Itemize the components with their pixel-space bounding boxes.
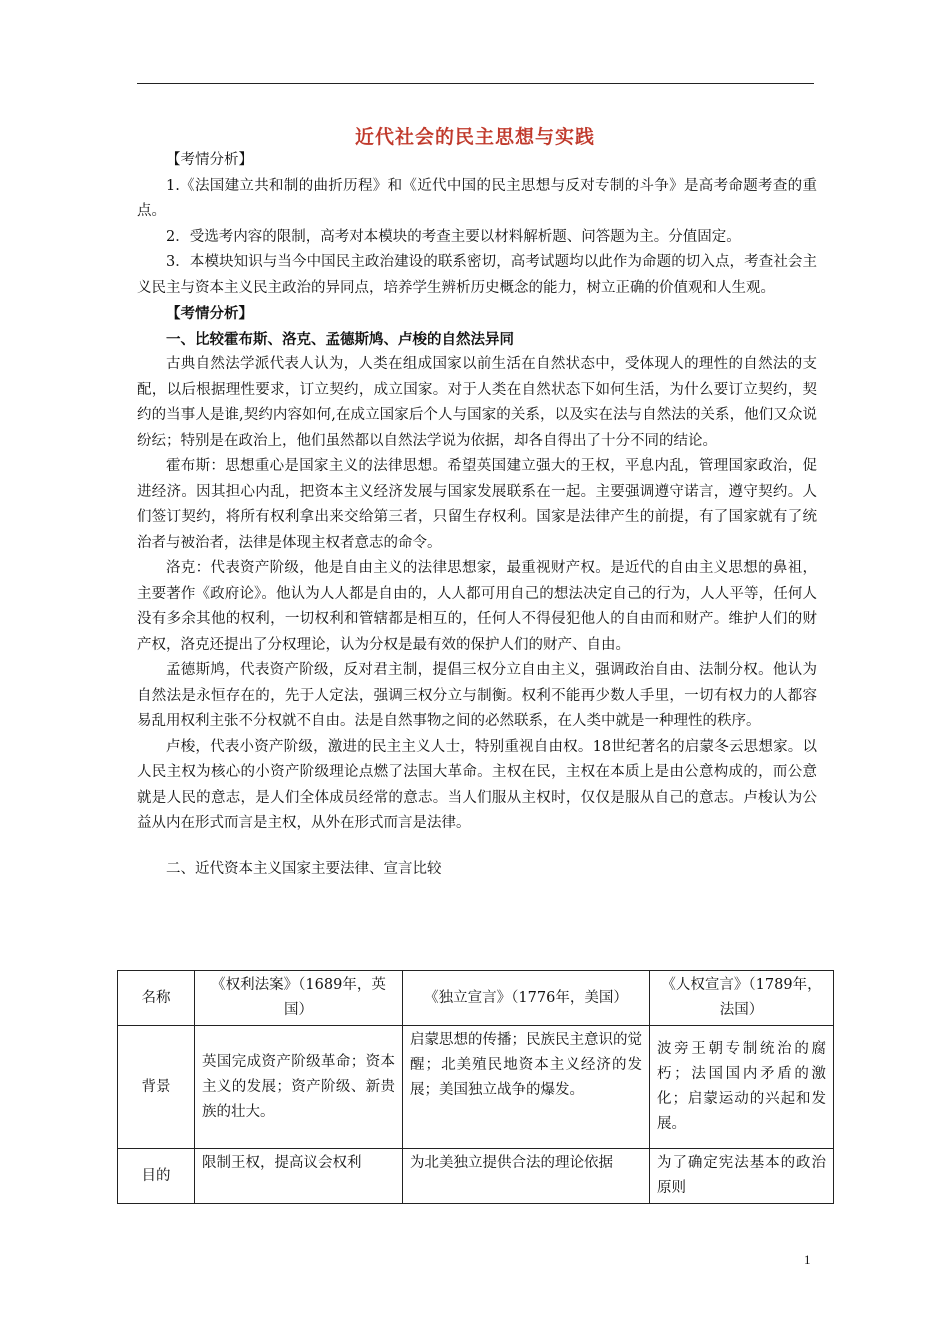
heading-natural-law-comparison: 一、比较霍布斯、洛克、孟德斯鸠、卢梭的自然法异同 xyxy=(166,330,514,348)
analysis-point-1: 1.《法国建立共和制的曲折历程》和《近代中国的民主思想与反对专制的斗争》是高考命题考查的重点。 xyxy=(137,177,817,219)
page-number: 1 xyxy=(804,1252,811,1267)
analysis-point-2: 2．受选考内容的限制，高考对本模块的考查主要以材料解析题、问答题为主。分值固定。 xyxy=(166,228,741,245)
section-label-exam-analysis: 【考情分析】 xyxy=(166,152,253,168)
table-header-cell: 《独立宣言》（1776年，美国） xyxy=(403,971,650,1026)
table-header-row xyxy=(118,971,834,1026)
paragraph-locke: 洛克：代表资产阶级，他是自由主义的法律思想家，最重视财产权。是近代的自由主义思想的鼻祖，主要著作《政府论》。他认为人人都是自由的，人人都可用自己的想法决定自己的行为，人人平等，任何人没有多余其他的权利，一切权利和管辖都是相互的，任何人不得侵犯他人的自由而和财产。维护人们的财产权，洛克还提出了分权理论，认为分权是最有效的保护人们的财产、自由。 xyxy=(137,560,817,653)
table-row-label: 目的 xyxy=(118,1149,195,1204)
table-cell: 为北美独立提供合法的理论依据 xyxy=(403,1149,650,1204)
table-header-cell: 《人权宣言》（1789年，法国） xyxy=(650,971,834,1026)
table-header-cell: 名称 xyxy=(118,971,195,1026)
heading-laws-comparison: 二、近代资本主义国家主要法律、宣言比较 xyxy=(166,860,442,877)
table-row-label: 背景 xyxy=(118,1026,195,1149)
table-row xyxy=(118,1149,834,1204)
paragraph-hobbes: 霍布斯：思想重心是国家主义的法律思想。希望英国建立强大的王权，平息内乱，管理国家政治，促进经济。因其担心内乱，把资本主义经济发展与国家发展联系在一起。主要强调遵守诺言，遵守契约。人们签订契约，将所有权利拿出来交给第三者，只留生存权利。国家是法律产生的前提，有了国家就有了统治者与被治者，法律是体现主权者意志的命令。 xyxy=(137,458,817,551)
table-cell: 波旁王朝专制统治的腐朽；法国国内矛盾的激化；启蒙运动的兴起和发展。 xyxy=(650,1026,834,1149)
table-header-cell: 《权利法案》（1689年，英国） xyxy=(195,971,403,1026)
paragraph-classical-natural-law: 古典自然法学派代表人认为，人类在组成国家以前生活在自然状态中，受体现人的理性的自然法的支配，以后根据理性要求，订立契约，成立国家。对于人类在自然状态下如何生活，为什么要订立契约，契约的当事人是谁,契约内容如何,在成立国家后个人与国家的关系，以及实在法与自然法的关系，他们又众说纷纭；特别是在政治上，他们虽然都以自然法学说为依据，却各自得出了十分不同的结论。 xyxy=(137,356,817,449)
paragraph-montesquieu: 孟德斯鸠，代表资产阶级，反对君主制，提倡三权分立自由主义，强调政治自由、法制分权。他认为自然法是永恒存在的，先于人定法，强调三权分立与制衡。权利不能再少数人手里，一切有权力的人都容易乱用权利主张不分权就不自由。法是自然事物之间的必然联系，在人类中就是一种理性的秩序。 xyxy=(137,662,817,729)
page-title: 近代社会的民主思想与实践 xyxy=(354,126,595,148)
table-cell: 限制王权，提高议会权利 xyxy=(195,1149,403,1204)
analysis-point-3: 3．本模块知识与当今中国民主政治建设的联系密切，高考试题均以此作为命题的切入点，考查社会主义民主与资本主义民主政治的异同点，培养学生辨析历史概念的能力，树立正确的价值观和人生观。 xyxy=(137,254,817,296)
table-cell: 为了确定宪法基本的政治原则 xyxy=(650,1149,834,1204)
table-row xyxy=(118,1026,834,1149)
paragraph-rousseau: 卢梭，代表小资产阶级，激进的民主主义人士，特别重视自由权。18世纪著名的启蒙冬云思想家。以人民主权为核心的小资产阶级理论点燃了法国大革命。主权在民，主权在本质上是由公意构成的，而公意就是人民的意志，是人们全体成员经常的意志。当人们服从主权时，仅仅是服从自己的意志。卢梭认为公益从内在形式而言是主权，从外在形式而言是法律。 xyxy=(137,738,817,831)
document-body xyxy=(137,148,817,882)
section-label-exam-analysis-2: 【考情分析】 xyxy=(166,305,253,322)
laws-comparison-table xyxy=(117,970,834,1204)
table-cell: 启蒙思想的传播；民族民主意识的觉醒；北美殖民地资本主义经济的发展；美国独立战争的爆发。 xyxy=(403,1026,650,1149)
table-cell: 英国完成资产阶级革命；资本主义的发展；资产阶级、新贵族的壮大。 xyxy=(195,1026,403,1149)
header-rule xyxy=(137,83,814,84)
